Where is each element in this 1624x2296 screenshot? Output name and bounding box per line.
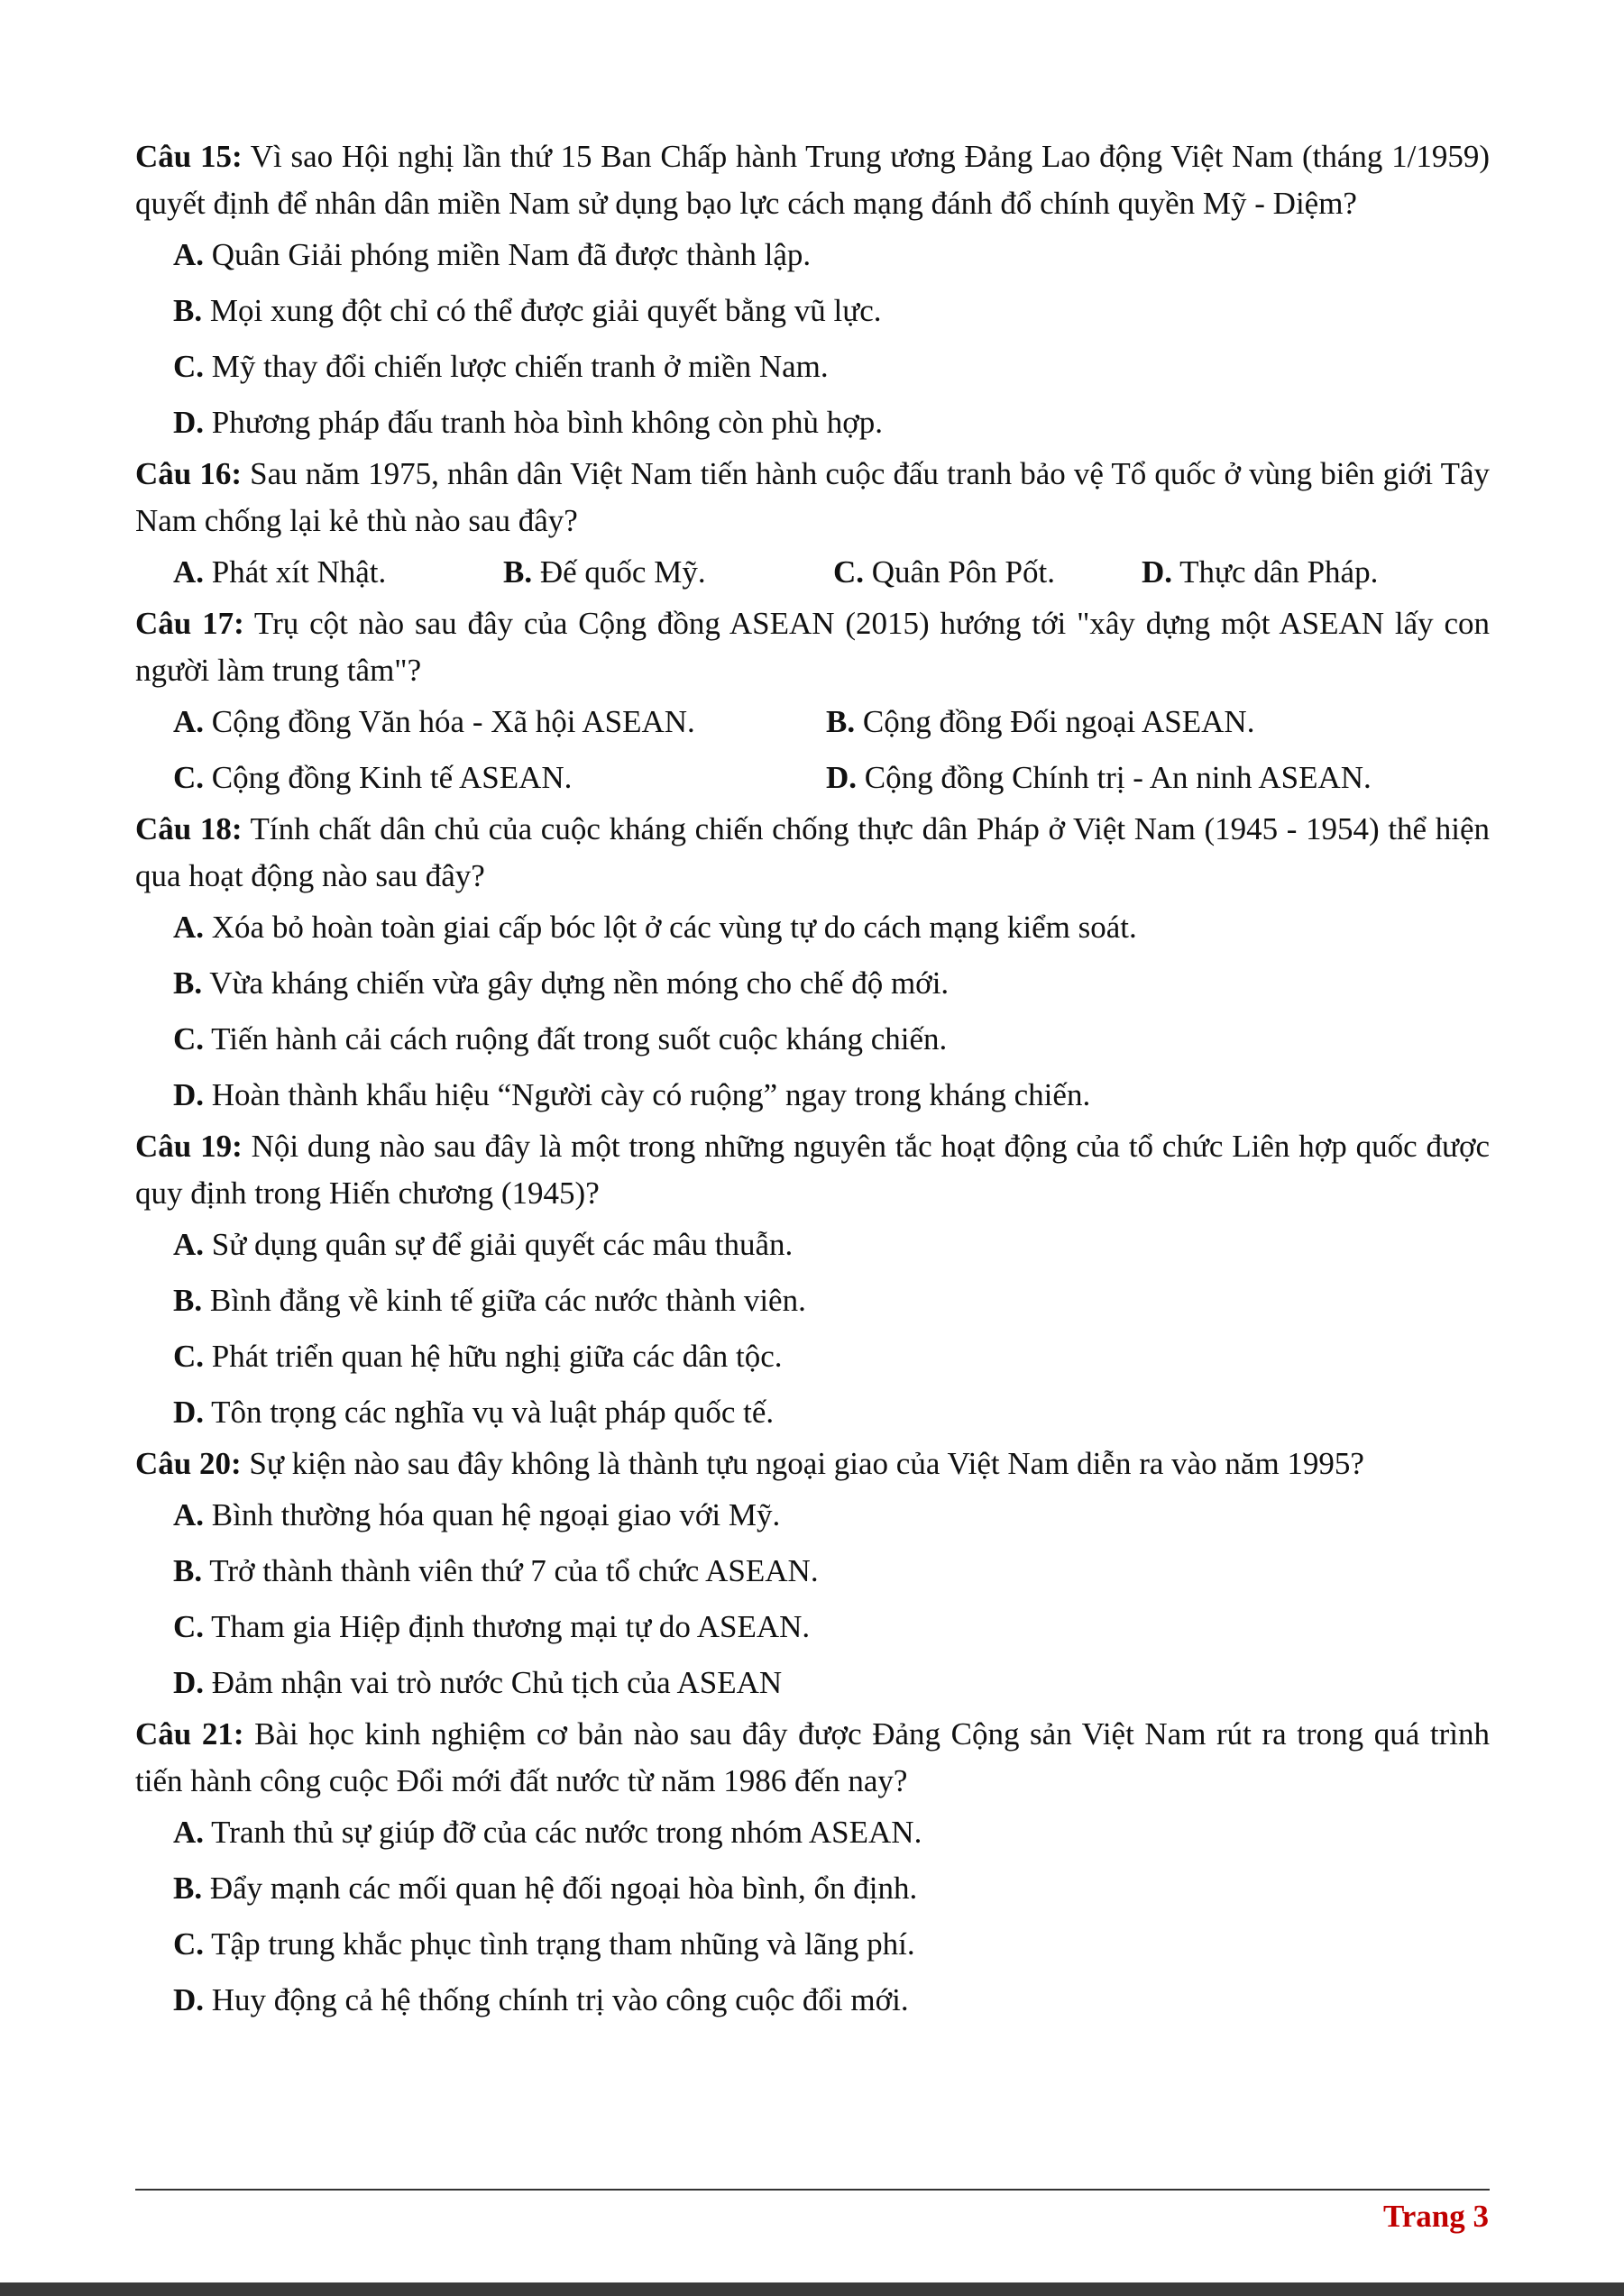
option-15c: [135, 339, 1490, 395]
option-letter: A.: [173, 1227, 205, 1262]
question-17: [135, 600, 1490, 806]
question-19-stem: [135, 1123, 1490, 1217]
option-text: Tiến hành cải cách ruộng đất trong suốt cuộc kháng chiến.: [204, 1021, 948, 1057]
option-21a: [135, 1805, 1490, 1861]
option-16a: [173, 544, 503, 600]
option-20c: [135, 1599, 1490, 1655]
option-20a: [135, 1487, 1490, 1543]
option-text: Xóa bỏ hoàn toàn giai cấp bóc lột ở các vùng tự do cách mạng kiểm soát.: [204, 910, 1137, 945]
option-21c: [135, 1916, 1490, 1972]
option-18a: [135, 900, 1490, 956]
question-21-stem: [135, 1711, 1490, 1805]
option-text: Phát xít Nhật.: [204, 554, 387, 590]
option-text: Vừa kháng chiến vừa gây dựng nền móng cho chế độ mới.: [202, 965, 950, 1001]
option-text: Phát triển quan hệ hữu nghị giữa các dân tộc.: [204, 1339, 783, 1374]
option-letter: B.: [503, 554, 533, 590]
option-17a: [173, 694, 826, 750]
question-18: [135, 806, 1490, 1123]
option-20d: [135, 1655, 1490, 1711]
question-19: [135, 1123, 1490, 1441]
option-text: Quân Giải phóng miền Nam đã được thành lập.: [204, 237, 812, 272]
option-letter: B.: [173, 293, 203, 328]
option-15a: [135, 227, 1490, 283]
question-20-label: Câu 20:: [135, 1446, 242, 1481]
footer-divider: [135, 2189, 1490, 2191]
option-letter: C.: [173, 1609, 205, 1644]
question-18-text: Tính chất dân chủ của cuộc kháng chiến chống thực dân Pháp ở Việt Nam (1945 - 1954) thể hiện qua hoạt động nào sau đây?: [135, 811, 1490, 893]
option-15d: [135, 395, 1490, 451]
question-21: [135, 1711, 1490, 2028]
option-19b: [135, 1273, 1490, 1329]
question-15: [135, 133, 1490, 451]
option-letter: D.: [826, 760, 858, 795]
question-15-stem: [135, 133, 1490, 227]
option-text: Bình đẳng về kinh tế giữa các nước thành viên.: [202, 1283, 806, 1318]
option-letter: D.: [173, 405, 205, 440]
question-16-options: [135, 544, 1490, 600]
question-18-stem: [135, 806, 1490, 900]
question-18-label: Câu 18:: [135, 811, 243, 846]
option-text: Thực dân Pháp.: [1172, 554, 1379, 590]
option-16d: [1142, 544, 1472, 600]
option-text: Cộng đồng Đối ngoại ASEAN.: [855, 704, 1255, 739]
option-text: Cộng đồng Văn hóa - Xã hội ASEAN.: [204, 704, 695, 739]
option-17b: [826, 694, 1254, 750]
scan-bottom-edge: [0, 2282, 1624, 2296]
option-letter: B.: [173, 1553, 203, 1588]
question-17-stem: [135, 600, 1490, 694]
option-text: Đẩy mạnh các mối quan hệ đối ngoại hòa bình, ổn định.: [202, 1871, 918, 1906]
option-16c: [833, 544, 1142, 600]
option-21b: [135, 1861, 1490, 1916]
question-20-text: Sự kiện nào sau đây không là thành tựu ngoại giao của Việt Nam diễn ra vào năm 1995?: [241, 1446, 1364, 1481]
option-letter: A.: [173, 554, 205, 590]
option-text: Đế quốc Mỹ.: [532, 554, 706, 590]
question-21-label: Câu 21:: [135, 1716, 244, 1752]
option-letter: D.: [173, 1077, 205, 1112]
option-letter: C.: [173, 1339, 205, 1374]
question-15-text: Vì sao Hội nghị lần thứ 15 Ban Chấp hành Trung ương Đảng Lao động Việt Nam (tháng 1/1959) quyết định để nhân dân miền Nam sử dụng bạo lực cách mạng đánh đổ chính quyền Mỹ - Diệm?: [135, 139, 1490, 221]
option-letter: D.: [173, 1665, 205, 1700]
option-letter: D.: [173, 1395, 205, 1430]
question-16-label: Câu 16:: [135, 456, 243, 491]
option-letter: A.: [173, 910, 205, 945]
option-letter: C.: [173, 1926, 205, 1962]
option-16b: [503, 544, 833, 600]
option-letter: D.: [173, 1982, 205, 2017]
option-letter: A.: [173, 704, 205, 739]
question-17-label: Câu 17:: [135, 606, 244, 641]
option-20b: [135, 1543, 1490, 1599]
option-text: Đảm nhận vai trò nước Chủ tịch của ASEAN: [204, 1665, 783, 1700]
option-text: Hoàn thành khẩu hiệu “Người cày có ruộng” ngay trong kháng chiến.: [204, 1077, 1091, 1112]
option-letter: C.: [173, 1021, 205, 1057]
question-list: [135, 133, 1490, 2028]
option-19c: [135, 1329, 1490, 1385]
option-15b: [135, 283, 1490, 339]
option-text: Tập trung khắc phục tình trạng tham nhũng và lãng phí.: [204, 1926, 915, 1962]
option-18d: [135, 1067, 1490, 1123]
question-15-label: Câu 15:: [135, 139, 243, 174]
option-letter: B.: [173, 1871, 203, 1906]
option-letter: A.: [173, 237, 205, 272]
page-number: Trang 3: [1383, 2199, 1489, 2234]
option-text: Trở thành thành viên thứ 7 của tổ chức ASEAN.: [202, 1553, 819, 1588]
question-21-text: Bài học kinh nghiệm cơ bản nào sau đây được Đảng Cộng sản Việt Nam rút ra trong quá trình tiến hành công cuộc Đổi mới đất nước từ năm 1986 đến nay?: [135, 1716, 1490, 1798]
option-text: Mỹ thay đổi chiến lược chiến tranh ở miền Nam.: [204, 349, 829, 384]
option-letter: C.: [833, 554, 865, 590]
option-letter: C.: [173, 760, 205, 795]
option-18b: [135, 956, 1490, 1011]
question-19-label: Câu 19:: [135, 1129, 243, 1164]
option-letter: D.: [1142, 554, 1173, 590]
option-text: Tham gia Hiệp định thương mại tự do ASEAN.: [204, 1609, 811, 1644]
option-letter: B.: [173, 965, 203, 1001]
option-text: Phương pháp đấu tranh hòa bình không còn phù hợp.: [204, 405, 884, 440]
option-letter: B.: [826, 704, 856, 739]
question-17-text: Trụ cột nào sau đây của Cộng đồng ASEAN (2015) hướng tới "xây dựng một ASEAN lấy con người làm trung tâm"?: [135, 606, 1490, 688]
option-19d: [135, 1385, 1490, 1441]
option-text: Bình thường hóa quan hệ ngoại giao với Mỹ.: [204, 1497, 781, 1532]
option-17c: [173, 750, 826, 806]
option-18c: [135, 1011, 1490, 1067]
option-text: Tranh thủ sự giúp đỡ của các nước trong nhóm ASEAN.: [204, 1815, 922, 1850]
question-19-text: Nội dung nào sau đây là một trong những nguyên tắc hoạt động của tổ chức Liên hợp quốc được quy định trong Hiến chương (1945)?: [135, 1129, 1490, 1211]
question-20-stem: [135, 1441, 1490, 1487]
option-17d: [826, 750, 1372, 806]
question-16-stem: [135, 451, 1490, 544]
option-text: Mọi xung đột chỉ có thể được giải quyết bằng vũ lực.: [202, 293, 882, 328]
option-text: Cộng đồng Kinh tế ASEAN.: [204, 760, 573, 795]
question-17-options-row1: [135, 694, 1490, 750]
option-letter: B.: [173, 1283, 203, 1318]
option-text: Quân Pôn Pốt.: [864, 554, 1055, 590]
question-17-options-row2: [135, 750, 1490, 806]
option-text: Cộng đồng Chính trị - An ninh ASEAN.: [857, 760, 1372, 795]
question-16-text: Sau năm 1975, nhân dân Việt Nam tiến hành cuộc đấu tranh bảo vệ Tổ quốc ở vùng biên giới Tây Nam chống lại kẻ thù nào sau đây?: [135, 456, 1490, 538]
option-21d: [135, 1972, 1490, 2028]
question-20: [135, 1441, 1490, 1711]
option-letter: A.: [173, 1497, 205, 1532]
option-text: Sử dụng quân sự để giải quyết các mâu thuẫn.: [204, 1227, 794, 1262]
question-16: [135, 451, 1490, 600]
option-letter: A.: [173, 1815, 205, 1850]
option-letter: C.: [173, 349, 205, 384]
option-text: Huy động cả hệ thống chính trị vào công cuộc đổi mới.: [204, 1982, 909, 2017]
option-text: Tôn trọng các nghĩa vụ và luật pháp quốc tế.: [204, 1395, 775, 1430]
option-19a: [135, 1217, 1490, 1273]
